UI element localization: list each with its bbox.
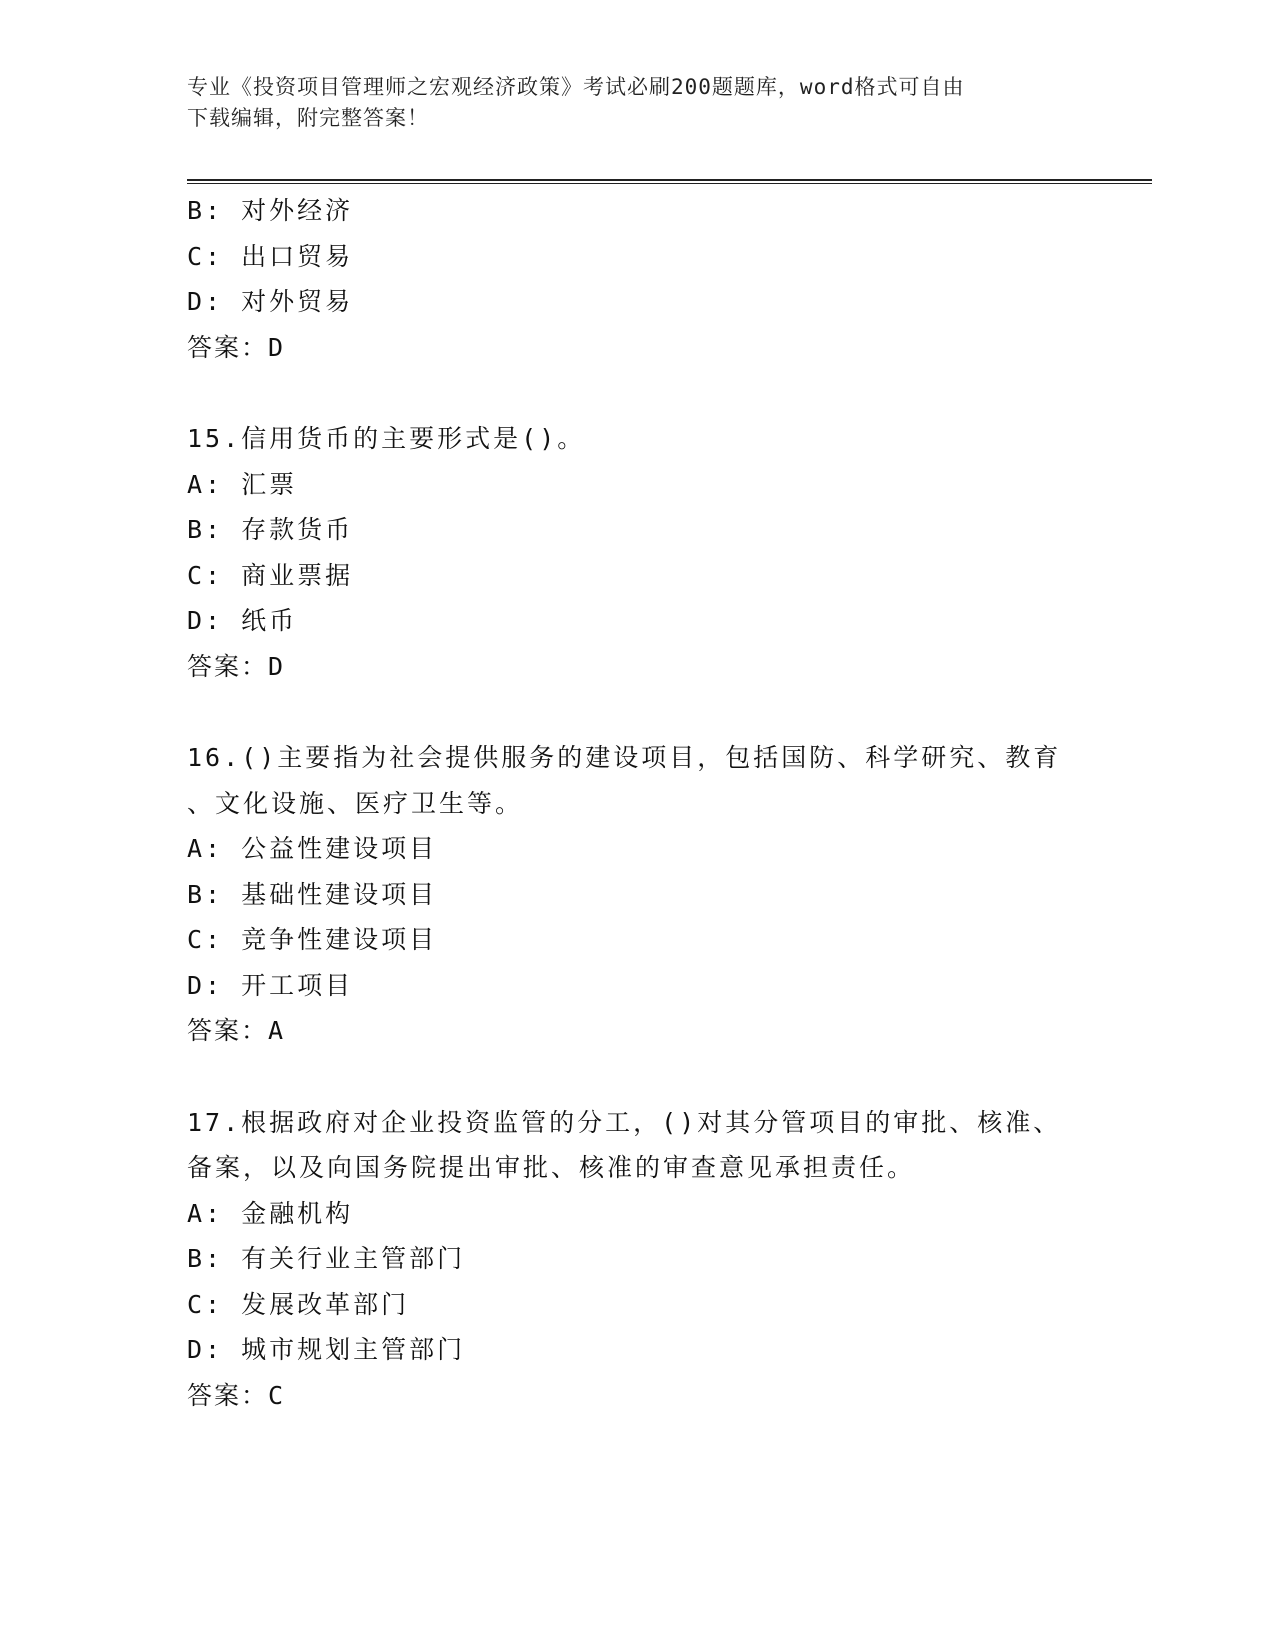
option-c: C: 商业票据 [187,560,354,590]
answer-label: 答案：D [187,332,286,362]
option-c: C: 发展改革部门 [187,1289,410,1319]
question-15 [187,416,1147,689]
question-17 [187,1100,1147,1419]
answer-label: 答案：D [187,651,286,681]
option-d: D: 对外贸易 [187,287,354,316]
question-stem: 16.()主要指为社会提供服务的建设项目，包括国防、科学研究、教育 [187,743,1062,772]
option-b: B: 存款货币 [187,515,354,544]
question-stem-cont: 备案，以及向国务院提出审批、核准的审查意见承担责任。 [187,1153,916,1182]
option-a: A: 金融机构 [187,1198,354,1228]
option-d: D: 城市规划主管部门 [187,1335,466,1364]
question-stem: 17.根据政府对企业投资监管的分工，()对其分管项目的审批、核准、 [187,1107,1062,1137]
header-line-2: 下载编辑，附完整答案！ [187,106,429,130]
option-a: A: 汇票 [187,469,298,499]
question-content [187,188,1147,1418]
question-stem-cont: 、文化设施、医疗卫生等。 [187,788,524,818]
header-divider [187,179,1152,184]
answer-label: 答案：A [187,1016,286,1045]
option-c: C: 竞争性建设项目 [187,925,438,954]
document-header [187,72,1067,134]
answer-label: 答案：C [187,1380,286,1410]
option-b: B: 基础性建设项目 [187,879,438,909]
option-c: C: 出口贸易 [187,241,354,271]
header-line-1: 专业《投资项目管理师之宏观经济政策》考试必刷200题题库，word格式可自由 [187,75,965,99]
option-a: A: 公益性建设项目 [187,834,438,863]
option-d: D: 纸币 [187,606,298,635]
question-14-tail [187,188,1147,370]
option-d: D: 开工项目 [187,970,354,1000]
question-16 [187,735,1147,1054]
question-stem: 15.信用货币的主要形式是()。 [187,424,586,453]
option-b: B: 有关行业主管部门 [187,1244,466,1273]
option-b: B: 对外经济 [187,196,354,225]
